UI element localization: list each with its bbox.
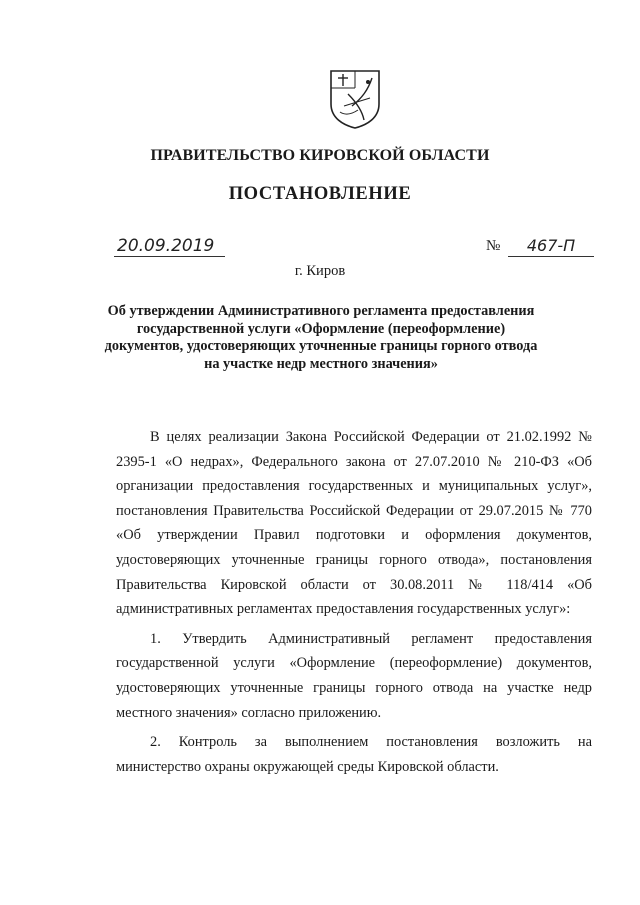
preamble-paragraph: В целях реализации Закона Российской Федерации от 21.02.1992 № 2395-1 «О недрах», Федерального закона от 27.07.2010 № 210-ФЗ «Об организации предоставления государственных и муниципальных услуг», постановления Правительства Российской Федерации от 29.07.2015 № 770 «Об утверждении Правил подготовки и оформления документов, удостоверяющих уточненные границы горного отвода», постановления Правительства Кировской области от 30.08.2011 № 118/414 «Об административных регламентах предоставления государственных услуг»: [116, 429, 592, 618]
kirov-coat-of-arms-icon [328, 68, 382, 130]
document-number: 467-П [508, 236, 594, 257]
document-type: ПОСТАНОВЛЕНИЕ [228, 184, 412, 204]
document-date: 20.09.2019 [114, 236, 225, 257]
city-label: г. Киров [294, 263, 346, 279]
item-1-paragraph: 1. Утвердить Административный регламент предоставления государственной услуги «Оформление (переоформление) документов, удостоверяющих уточненные границы горного отвода на участке недр местного значения» согласно приложению. [116, 630, 592, 721]
government-title: ПРАВИТЕЛЬСТВО КИРОВСКОЙ ОБЛАСТИ [150, 147, 490, 164]
number-sign: № [486, 238, 501, 254]
document-body [116, 425, 592, 779]
document-number-block [486, 236, 596, 258]
document-subject: Об утверждении Административного регламента предоставления государственной услуги «Оформление (переоформление) документов, удостоверяющих уточненные границы горного отвода на участке недр местного значения» [104, 303, 538, 372]
item-2-paragraph: 2. Контроль за выполнением постановления возложить на министерство охраны окружающей среды Кировской области. [116, 734, 592, 775]
